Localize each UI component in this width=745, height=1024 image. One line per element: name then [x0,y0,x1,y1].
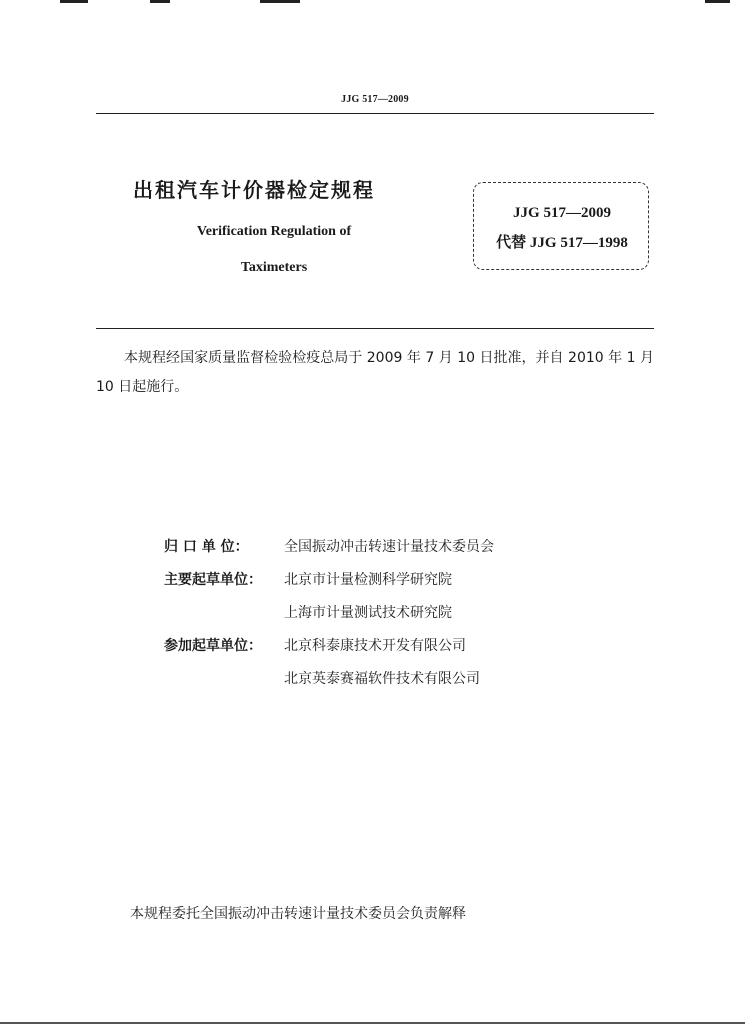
section-rule [96,328,654,329]
participating-drafter-row [160,668,580,701]
replaces-code: 代替 JJG 517—1998 [496,235,628,251]
participating-drafter-value: 北京科泰康技术开发有限公司 [284,638,466,654]
title-english-line1: Verification Regulation of [196,224,352,239]
main-drafter-row [160,569,580,602]
main-drafter-row [160,602,580,635]
participating-drafter-value: 北京英泰赛福软件技术有限公司 [284,671,480,687]
responsible-unit-value: 全国振动冲击转速计量技术委员会 [284,539,494,555]
participating-drafter-label: 参加起草单位： [164,638,262,654]
scan-artifact [260,0,300,3]
main-drafter-value: 上海市计量测试技术研究院 [284,605,452,621]
title-chinese: 出租汽车计价器检定规程 [133,178,375,202]
scan-artifact [705,0,730,3]
drafting-units [160,536,580,701]
running-head: JJG 517—2009 [341,94,409,105]
scan-artifact [150,0,170,3]
approval-statement: 本规程经国家质量监督检验检疫总局于 2009 年 7 月 10 日批准，并自 2010 年 1 月 10 日起施行。 [96,350,654,395]
standard-code-box [473,182,649,270]
scan-artifact [60,0,88,3]
standard-code: JJG 517—2009 [513,205,611,221]
main-drafter-label: 主要起草单位： [164,572,262,588]
title-english-line2: Taximeters [240,260,308,275]
header-rule [96,113,654,114]
responsible-unit-label: 归 口 单 位： [164,539,249,555]
main-drafter-value: 北京市计量检测科学研究院 [284,572,452,588]
interpretation-note: 本规程委托全国振动冲击转速计量技术委员会负责解释 [130,906,466,922]
participating-drafter-row [160,635,580,668]
responsible-unit-row [160,536,580,569]
